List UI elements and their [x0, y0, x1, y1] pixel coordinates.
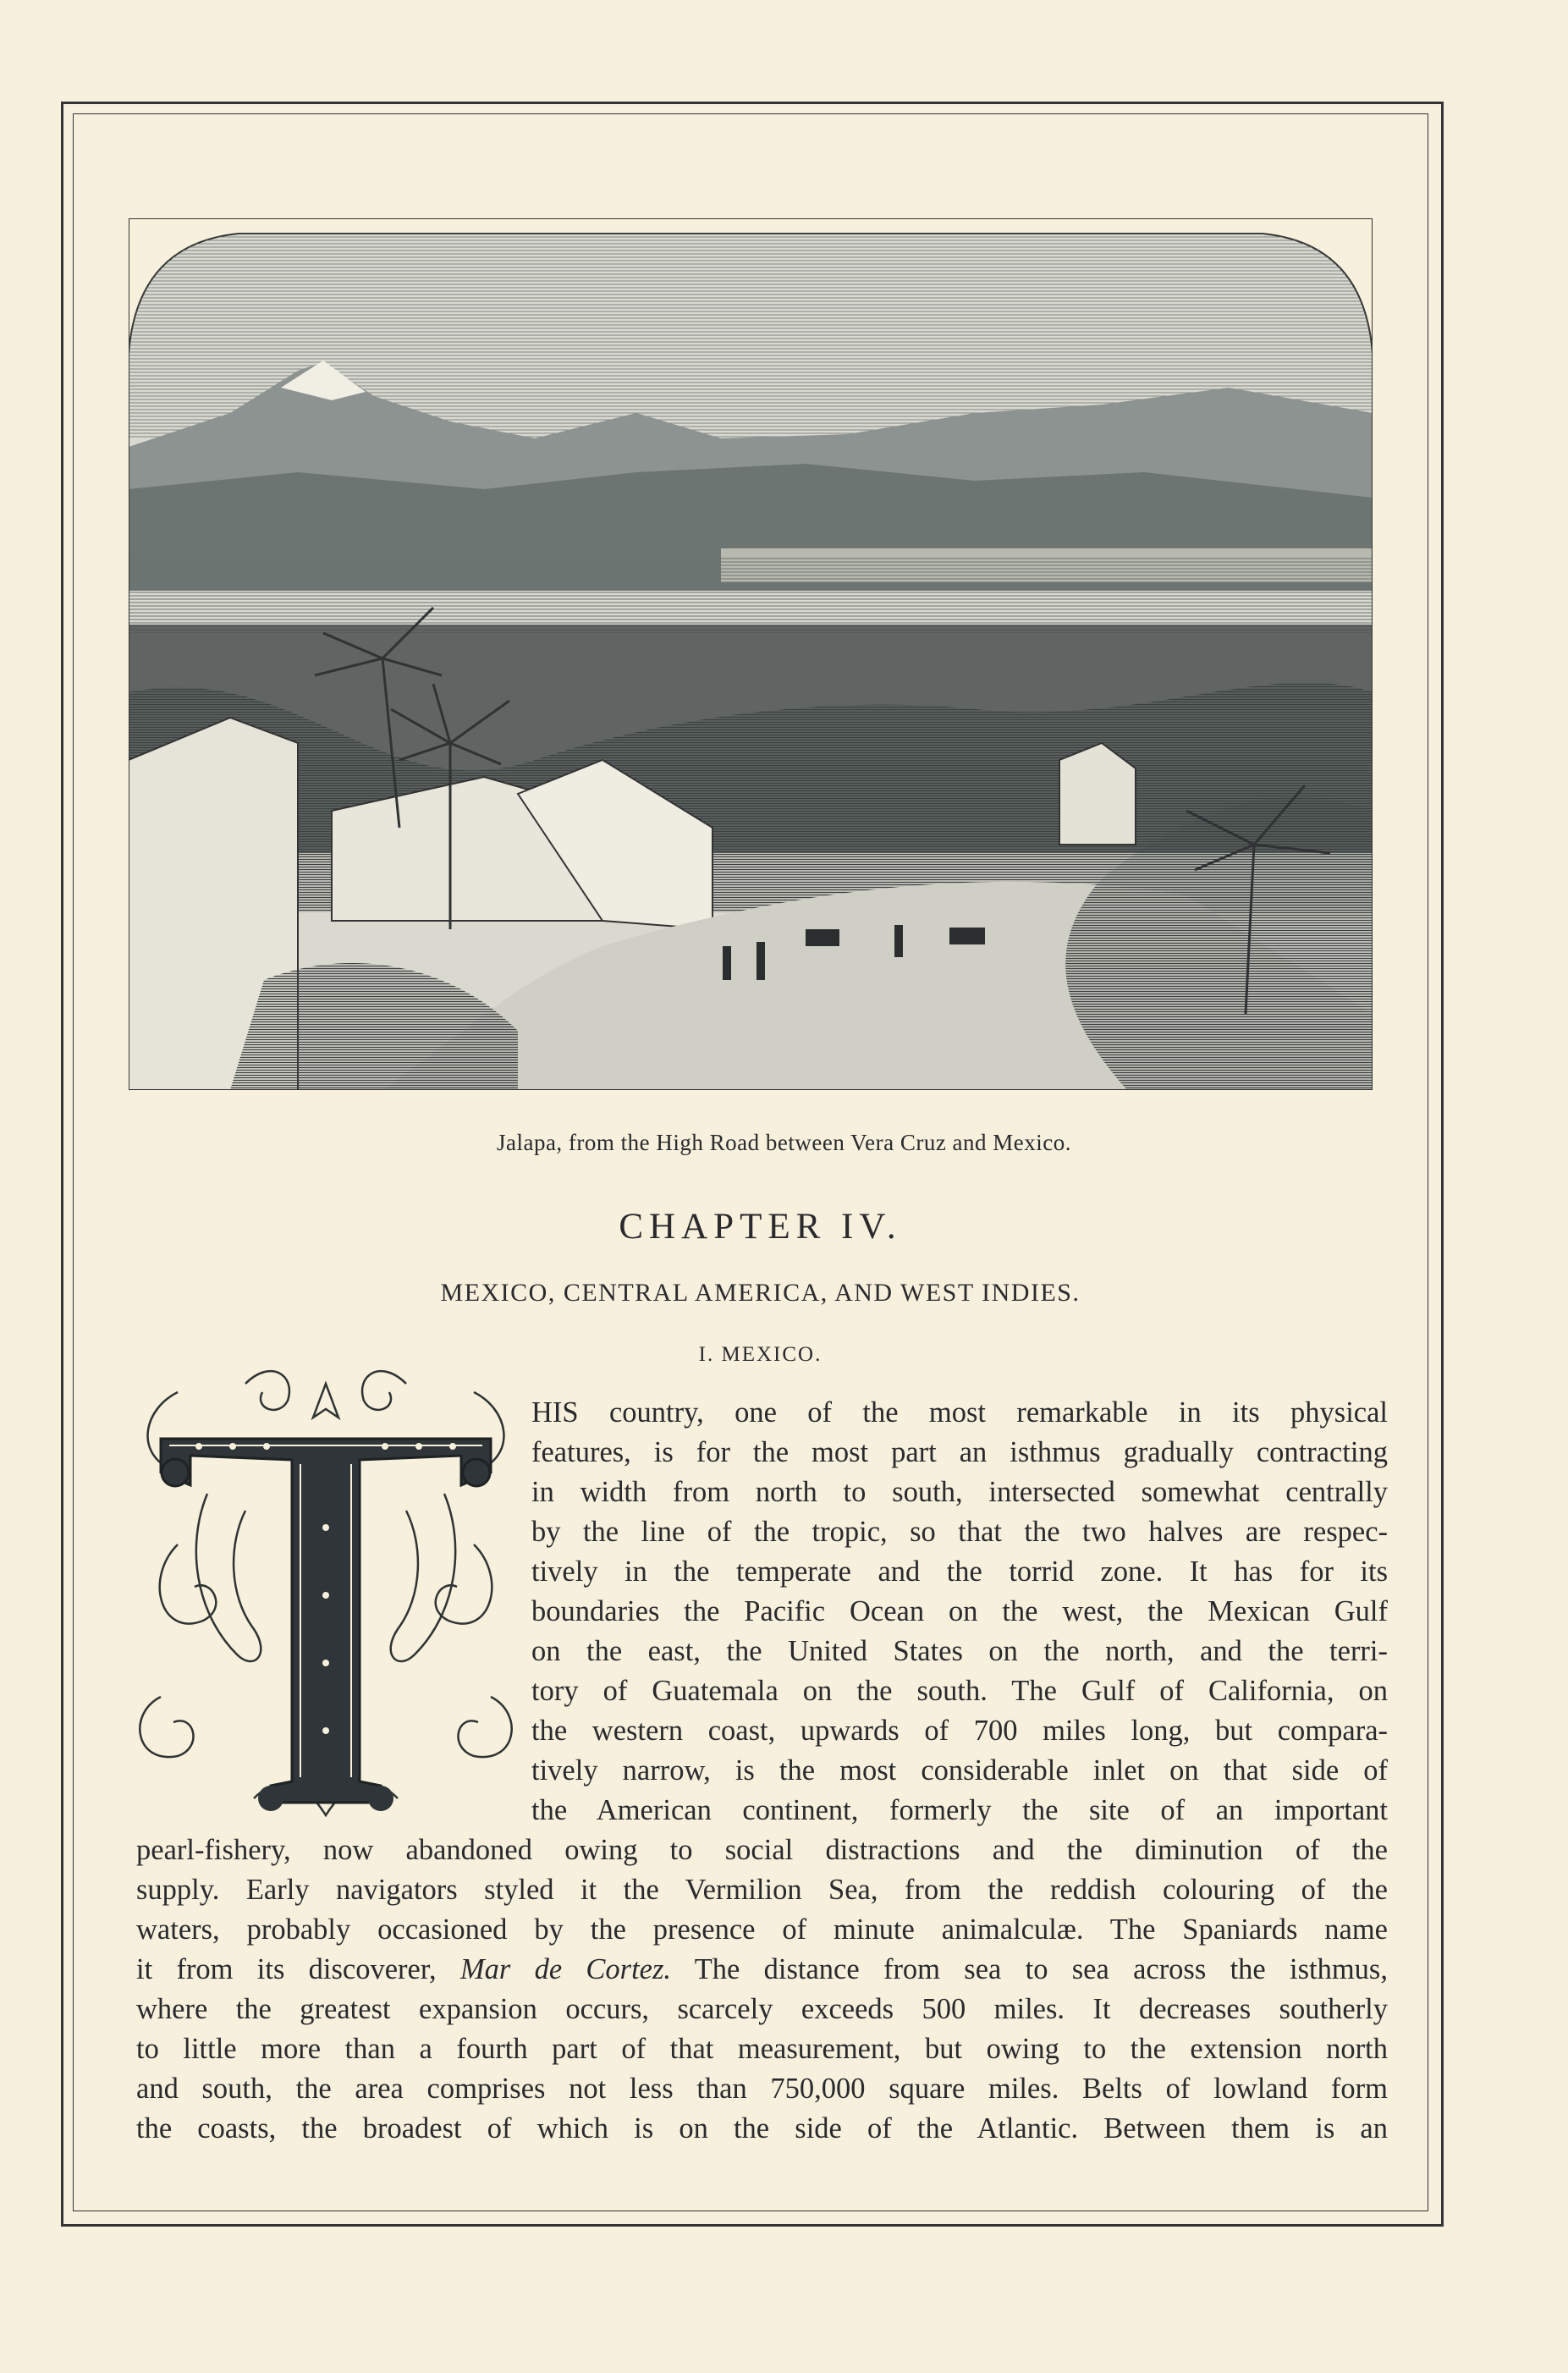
body-text-line	[136, 1952, 1388, 1987]
engraving-illustration	[129, 218, 1373, 1090]
chapter-subtitle: MEXICO, CENTRAL AMERICA, AND WEST INDIES.	[440, 1279, 1081, 1307]
decorated-initial-letter	[127, 1358, 525, 1841]
body-text-line: tively narrow, is the most considerable inlet on that side of	[531, 1754, 1388, 1787]
body-text-line: by the line of the tropic, so that the two halves are respec-	[531, 1516, 1388, 1548]
body-text-segment: it from its discoverer,	[136, 1953, 460, 1985]
body-text-line: the western coast, upwards of 700 miles long, but compara-	[531, 1715, 1388, 1747]
body-text-line: tively in the temperate and the torrid zone. It has for its	[531, 1555, 1388, 1588]
section-heading: I. MEXICO.	[698, 1343, 823, 1366]
body-text-line: supply. Early navigators styled it the Vermilion Sea, from the reddish colouring of the	[136, 1874, 1388, 1906]
body-text-line: and south, the area comprises not less than 750,000 square miles. Belts of lowland form	[136, 2073, 1388, 2105]
body-text-line: boundaries the Pacific Ocean on the west, the Mexican Gulf	[531, 1595, 1388, 1627]
body-text-line: tory of Guatemala on the south. The Gulf of California, on	[531, 1675, 1388, 1707]
body-text-line: to little more than a fourth part of that measurement, but owing to the extension north	[136, 2033, 1388, 2065]
body-text-line: the American continent, formerly the site of an important	[531, 1794, 1388, 1826]
body-text-line: features, is for the most part an isthmus gradually contracting	[531, 1436, 1388, 1468]
body-text-segment: The distance from sea to sea across the isthmus,	[671, 1953, 1388, 1985]
chapter-title: CHAPTER IV.	[619, 1207, 902, 1247]
body-text-line: HIS country, one of the most remarkable in its physical	[531, 1396, 1388, 1429]
italic-term-mar-de-cortez: Mar de Cortez.	[459, 1953, 672, 1985]
illustration-caption: Jalapa, from the High Road between Vera Cruz and Mexico.	[496, 1130, 1072, 1155]
body-text-line: in width from north to south, intersected somewhat centrally	[531, 1476, 1388, 1508]
body-text-line: the coasts, the broadest of which is on the side of the Atlantic. Between them is an	[136, 2112, 1388, 2145]
body-text-line: waters, probably occasioned by the presence of minute animalculæ. The Spaniards name	[136, 1913, 1388, 1946]
body-text-line: where the greatest expansion occurs, scarcely exceeds 500 miles. It decreases southerly	[136, 1993, 1388, 2025]
body-text-line: on the east, the United States on the north, and the terri-	[531, 1635, 1388, 1667]
body-text-line: pearl-fishery, now abandoned owing to social distractions and the diminution of the	[136, 1834, 1388, 1866]
